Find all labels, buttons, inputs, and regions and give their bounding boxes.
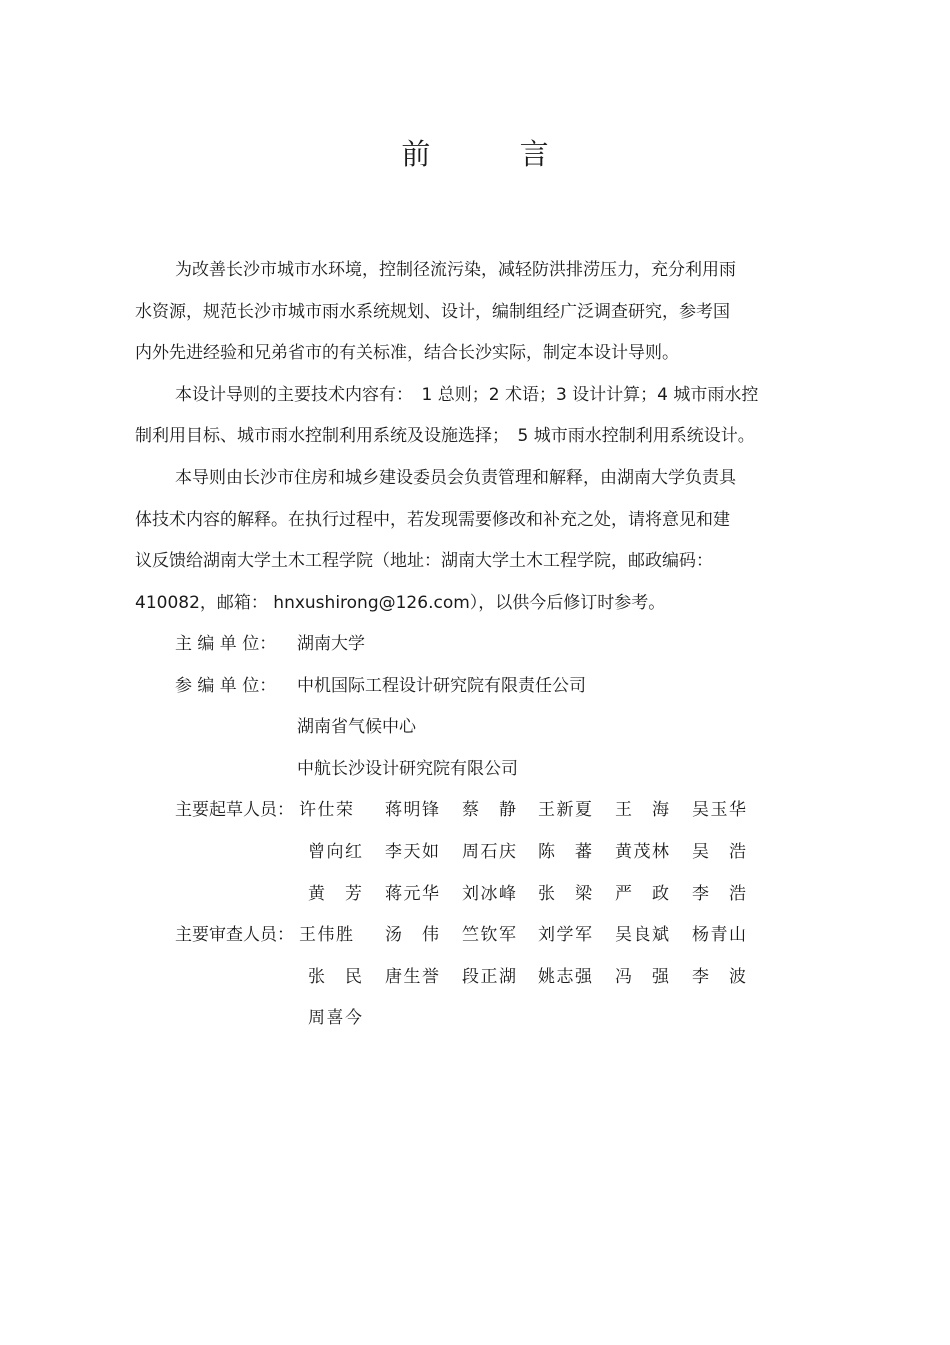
person-name: 刘学军	[538, 925, 592, 946]
person-name: 李天如	[385, 842, 439, 862]
paragraph-line: 410082，邮箱： hnxushirong@126.com），以供今后修订时参考。	[135, 592, 666, 613]
person-name: 黄茂林	[615, 842, 669, 862]
paragraph-line: 为改善长沙市城市水环境，控制径流污染，减轻防洪排涝压力，充分利用雨	[175, 260, 736, 280]
person-name: 李浩	[692, 883, 746, 904]
participating-unit: 湖南省气候中心	[297, 717, 416, 738]
reviewers-label: 主要审查人员：	[175, 925, 294, 946]
person-name: 曾向红	[308, 842, 362, 862]
person-name: 汤伟	[385, 925, 439, 946]
paragraph-line: 议反馈给湖南大学土木工程学院（地址：湖南大学土木工程学院，邮政编码：	[135, 551, 713, 572]
person-name: 陈蕃	[538, 842, 592, 862]
person-name: 唐生誉	[385, 966, 439, 987]
person-name: 冯强	[615, 966, 669, 987]
person-name: 刘冰峰	[462, 883, 516, 904]
chief-unit-label: 主 编 单 位：	[175, 634, 277, 654]
person-name: 吴浩	[692, 842, 746, 862]
paragraph-line: 水资源，规范长沙市城市雨水系统规划、设计，编制组经广泛调查研究，参考国	[135, 301, 730, 322]
person-name: 李波	[692, 966, 746, 987]
participating-units-label: 参 编 单 位：	[175, 675, 277, 696]
person-name: 段正湖	[462, 966, 516, 987]
person-name: 竺钦军	[462, 925, 516, 946]
person-name: 王海	[615, 800, 669, 821]
person-name: 吴良斌	[615, 925, 669, 946]
participating-unit: 中机国际工程设计研究院有限责任公司	[297, 675, 586, 696]
paragraph-line: 本设计导则的主要技术内容有： 1 总则；2 术语；3 设计计算；4 城市雨水控	[175, 384, 759, 405]
person-name: 蒋元华	[385, 883, 439, 904]
person-name: 杨青山	[692, 925, 746, 946]
person-name: 吴玉华	[692, 800, 746, 821]
person-name: 周喜今	[308, 1008, 362, 1029]
chief-unit-value: 湖南大学	[297, 634, 365, 654]
person-name: 蒋明锋	[385, 800, 439, 821]
person-name: 王伟胜	[299, 925, 353, 946]
paragraph-line: 体技术内容的解释。在执行过程中，若发现需要修改和补充之处，请将意见和建	[135, 509, 730, 530]
paragraph-line: 本导则由长沙市住房和城乡建设委员会负责管理和解释，由湖南大学负责具	[175, 468, 736, 488]
participating-unit: 中航长沙设计研究院有限公司	[297, 758, 518, 779]
person-name: 蔡静	[462, 800, 516, 821]
person-name: 严政	[615, 883, 669, 904]
person-name: 王新夏	[538, 800, 592, 821]
person-name: 黄芳	[308, 883, 362, 904]
person-name: 张民	[308, 966, 362, 987]
paragraph-line: 内外先进经验和兄弟省市的有关标准，结合长沙实际，制定本设计导则。	[135, 343, 679, 364]
person-name: 周石庆	[462, 842, 516, 862]
page-title: 前 言	[401, 137, 589, 171]
person-name: 姚志强	[538, 966, 592, 987]
paragraph-line: 制利用目标、城市雨水控制利用系统及设施选择； 5 城市雨水控制利用系统设计。	[135, 426, 755, 447]
person-name: 张梁	[538, 883, 592, 904]
person-name: 许仕荣	[299, 800, 353, 821]
drafters-label: 主要起草人员：	[175, 800, 294, 821]
